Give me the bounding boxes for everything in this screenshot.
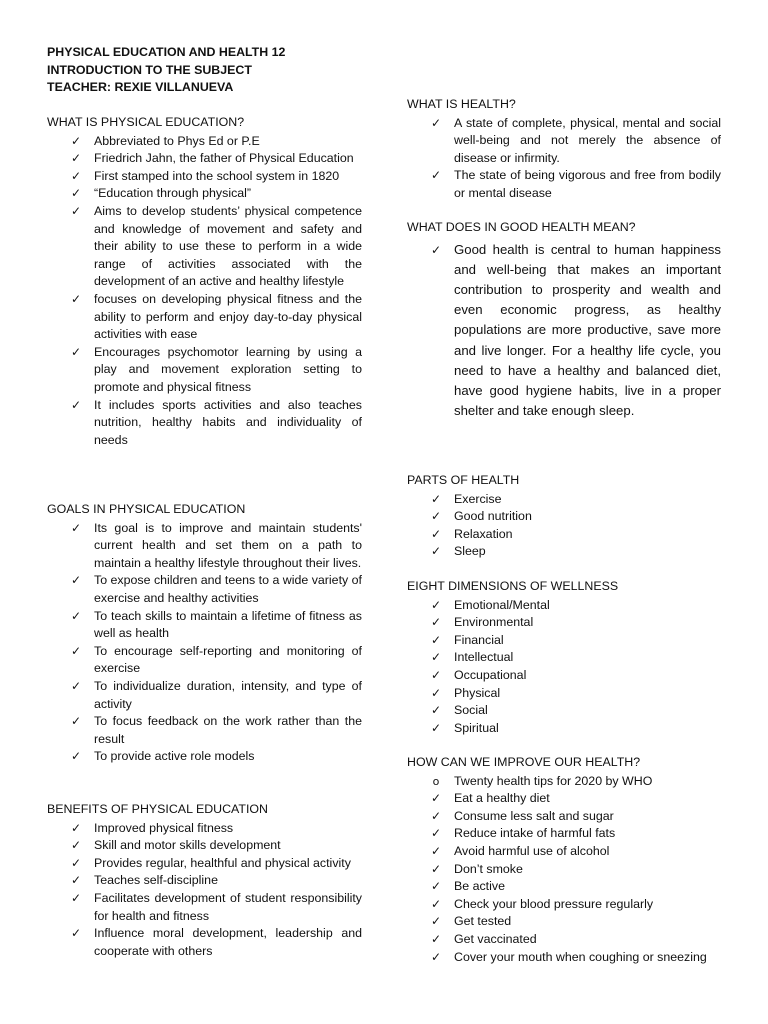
check-icon: ✓ [430, 843, 442, 858]
list-item-text: Facilitates development of student responsibility for health and fitness [94, 890, 362, 923]
check-icon: ✓ [430, 526, 442, 541]
check-icon: ✓ [430, 914, 442, 929]
list-item-text: Encourages psychomotor learning by using a play and movement exploration setting to promote and physical fitness [94, 344, 362, 394]
list-item [407, 931, 721, 949]
benefits-list [47, 820, 362, 961]
check-icon: ✓ [70, 855, 82, 870]
list-item [407, 702, 721, 720]
list-item [47, 713, 362, 748]
check-icon: ✓ [70, 344, 82, 359]
list-item-text: Intellectual [454, 650, 514, 665]
check-icon: ✓ [430, 115, 442, 130]
list-item-text: To encourage self-reporting and monitoring of exercise [94, 643, 362, 676]
check-icon: ✓ [70, 291, 82, 306]
list-item-text: Physical [454, 685, 501, 700]
check-icon: ✓ [430, 615, 442, 630]
check-icon: ✓ [70, 890, 82, 905]
list-item [407, 667, 721, 685]
list-item-text: Abbreviated to Phys Ed or P.E [94, 133, 260, 148]
list-item-text: Check your blood pressure regularly [454, 896, 654, 911]
list-item-text: Get tested [454, 914, 512, 929]
list-item-text: Cover your mouth when coughing or sneezing [454, 949, 707, 964]
check-icon: ✓ [430, 242, 442, 257]
list-item [47, 925, 362, 960]
list-item-text: “Education through physical” [94, 186, 252, 201]
what-is-pe-list [47, 133, 362, 450]
section-title: HOW CAN WE IMPROVE OUR HEALTH? [407, 755, 641, 769]
list-item [407, 685, 721, 703]
good-health-list [407, 240, 721, 422]
check-icon: ✓ [70, 873, 82, 888]
list-item [47, 748, 362, 766]
list-item [407, 597, 721, 615]
section-title: WHAT IS HEALTH? [407, 97, 516, 111]
list-item-text: Twenty health tips for 2020 by WHO [454, 773, 653, 788]
section-title: WHAT IS PHYSICAL EDUCATION? [47, 115, 245, 129]
section-what-is-health [407, 96, 721, 203]
list-item-text: To individualize duration, intensity, and type of activity [94, 678, 362, 711]
check-icon: ✓ [430, 879, 442, 894]
check-icon: ✓ [430, 861, 442, 876]
list-item-text: Influence moral development, leadership and cooperate with others [94, 926, 362, 958]
check-icon: ✓ [70, 643, 82, 658]
list-item-text: A state of complete, physical, mental and social well-being and not merely the absence of disease or infirmity. [454, 115, 721, 165]
check-icon: ✓ [70, 608, 82, 623]
check-icon: ✓ [430, 491, 442, 506]
check-icon: ✓ [70, 203, 82, 218]
check-icon: ✓ [70, 520, 82, 535]
list-item [47, 397, 362, 450]
list-item [47, 872, 362, 890]
list-item [407, 491, 721, 509]
list-item [407, 825, 721, 843]
list-item-text: Avoid harmful use of alcohol [454, 843, 610, 858]
check-icon: ✓ [70, 714, 82, 729]
list-item [47, 643, 362, 678]
list-item [407, 843, 721, 861]
list-item [47, 133, 362, 151]
section-improve-health [407, 754, 721, 966]
list-item-text: First stamped into the school system in 1820 [94, 168, 340, 183]
check-icon: ✓ [70, 133, 82, 148]
check-icon: ✓ [70, 749, 82, 764]
list-item-text: Don’t smoke [454, 861, 523, 876]
check-icon: ✓ [430, 896, 442, 911]
check-icon: ✓ [70, 926, 82, 941]
dimensions-list [407, 597, 721, 738]
list-item [407, 167, 721, 202]
list-item-text: Emotional/Mental [454, 597, 550, 612]
list-item [47, 344, 362, 397]
list-item [407, 878, 721, 896]
list-item [47, 608, 362, 643]
list-item-text: Good health is central to human happiness and well-being that makes an important contribution to prosperity and wealth and even economic progress, as healthy populations are more productive, save more and live longer. For a healthy life cycle, you need to have a healthy and balanced diet, have good hygiene habits, live in a proper shelter and take enough sleep. [454, 241, 721, 419]
list-item-text: Reduce intake of harmful fats [454, 826, 616, 841]
list-item-text: Friedrich Jahn, the father of Physical Education [94, 151, 354, 166]
check-icon: ✓ [430, 808, 442, 823]
check-icon: ✓ [70, 820, 82, 835]
list-item-text: Provides regular, healthful and physical activity [94, 855, 351, 870]
list-item [407, 649, 721, 667]
section-title: EIGHT DIMENSIONS OF WELLNESS [407, 579, 619, 593]
list-item [47, 150, 362, 168]
list-item-text: Eat a healthy diet [454, 791, 550, 806]
check-icon: ✓ [70, 573, 82, 588]
list-item [407, 896, 721, 914]
check-icon: ✓ [430, 632, 442, 647]
list-item-text: Be active [454, 879, 505, 894]
check-icon: ✓ [430, 720, 442, 735]
list-item [47, 203, 362, 291]
list-item-text: The state of being vigorous and free from bodily or mental disease [454, 168, 721, 200]
list-item [407, 720, 721, 738]
header-teacher: TEACHER: REXIE VILLANUEVA [47, 80, 234, 95]
list-item-text: Social [454, 703, 488, 718]
check-icon: ✓ [70, 168, 82, 183]
check-icon: ✓ [70, 838, 82, 853]
list-item [407, 543, 721, 561]
section-title: GOALS IN PHYSICAL EDUCATION [47, 502, 246, 516]
list-item-text: It includes sports activities and also teaches nutrition, healthy habits and individuality of needs [94, 397, 362, 447]
list-item [407, 614, 721, 632]
list-item-text: Good nutrition [454, 509, 532, 524]
list-item [47, 168, 362, 186]
check-icon: ✓ [70, 151, 82, 166]
list-item-text: Environmental [454, 615, 534, 630]
section-title: PARTS OF HEALTH [407, 473, 520, 487]
circle-bullet-icon: o [432, 774, 440, 788]
check-icon: ✓ [430, 826, 442, 841]
list-item-text: Improved physical fitness [94, 820, 234, 835]
section-title: WHAT DOES IN GOOD HEALTH MEAN? [407, 220, 636, 234]
list-item [407, 773, 721, 791]
check-icon: ✓ [430, 703, 442, 718]
section-benefits [47, 801, 362, 960]
list-item-text: Get vaccinated [454, 931, 537, 946]
list-item [47, 185, 362, 203]
list-item [407, 526, 721, 544]
list-item [47, 678, 362, 713]
check-icon: ✓ [430, 791, 442, 806]
list-item [407, 913, 721, 931]
list-item [47, 520, 362, 573]
list-item [47, 291, 362, 344]
list-item-text: Skill and motor skills development [94, 838, 281, 853]
check-icon: ✓ [430, 509, 442, 524]
list-item [407, 240, 721, 422]
section-good-health [407, 219, 721, 421]
list-item [47, 572, 362, 607]
list-item [407, 508, 721, 526]
header-subject: PHYSICAL EDUCATION AND HEALTH 12 [47, 45, 286, 59]
list-item [407, 808, 721, 826]
list-item-text: Teaches self-discipline [94, 873, 218, 888]
list-item [407, 790, 721, 808]
section-title: BENEFITS OF PHYSICAL EDUCATION [47, 802, 268, 816]
list-item-text: Sleep [454, 544, 486, 559]
check-icon: ✓ [70, 678, 82, 693]
list-item [407, 861, 721, 879]
check-icon: ✓ [430, 685, 442, 700]
check-icon: ✓ [430, 949, 442, 964]
check-icon: ✓ [430, 650, 442, 665]
list-item-text: Spiritual [454, 720, 499, 735]
section-goals [47, 501, 362, 766]
check-icon: ✓ [430, 597, 442, 612]
header-topic: INTRODUCTION TO THE SUBJECT [47, 62, 252, 77]
list-item-text: Financial [454, 632, 504, 647]
parts-list [407, 491, 721, 561]
check-icon: ✓ [70, 397, 82, 412]
improve-list [407, 773, 721, 967]
list-item-text: Aims to develop students’ physical competence and knowledge of movement and safety and their ability to use these to perform in a wide range of activities associated with the development of an active and healthy lifestyle [94, 203, 362, 289]
check-icon: ✓ [430, 667, 442, 682]
list-item-text: To expose children and teens to a wide variety of exercise and healthy activities [94, 573, 362, 605]
list-item-text: Relaxation [454, 526, 513, 541]
list-item [47, 820, 362, 838]
list-item [47, 890, 362, 925]
list-item-text: To provide active role models [94, 749, 255, 764]
check-icon: ✓ [70, 186, 82, 201]
check-icon: ✓ [430, 931, 442, 946]
list-item-text: Its goal is to improve and maintain students' current health and set them on a path to maintain a healthy lifestyle throughout their lives. [94, 520, 362, 570]
list-item [407, 632, 721, 650]
section-dimensions-of-wellness [407, 578, 721, 737]
document-header [47, 44, 285, 97]
list-item-text: Consume less salt and sugar [454, 808, 614, 823]
list-item-text: Exercise [454, 491, 502, 506]
list-item [47, 855, 362, 873]
check-icon: ✓ [430, 544, 442, 559]
list-item [47, 837, 362, 855]
section-what-is-pe [47, 114, 362, 449]
list-item-text: focuses on developing physical fitness and the ability to perform and enjoy day-to-day physical activities with ease [94, 291, 362, 342]
list-item-text: To focus feedback on the work rather than the result [94, 714, 362, 746]
list-item-text: Occupational [454, 667, 527, 682]
list-item [407, 115, 721, 168]
goals-list [47, 520, 362, 766]
check-icon: ✓ [430, 168, 442, 183]
what-is-health-list [407, 115, 721, 203]
section-parts-of-health [407, 472, 721, 561]
list-item [407, 949, 721, 967]
list-item-text: To teach skills to maintain a lifetime of fitness as well as health [94, 608, 362, 641]
